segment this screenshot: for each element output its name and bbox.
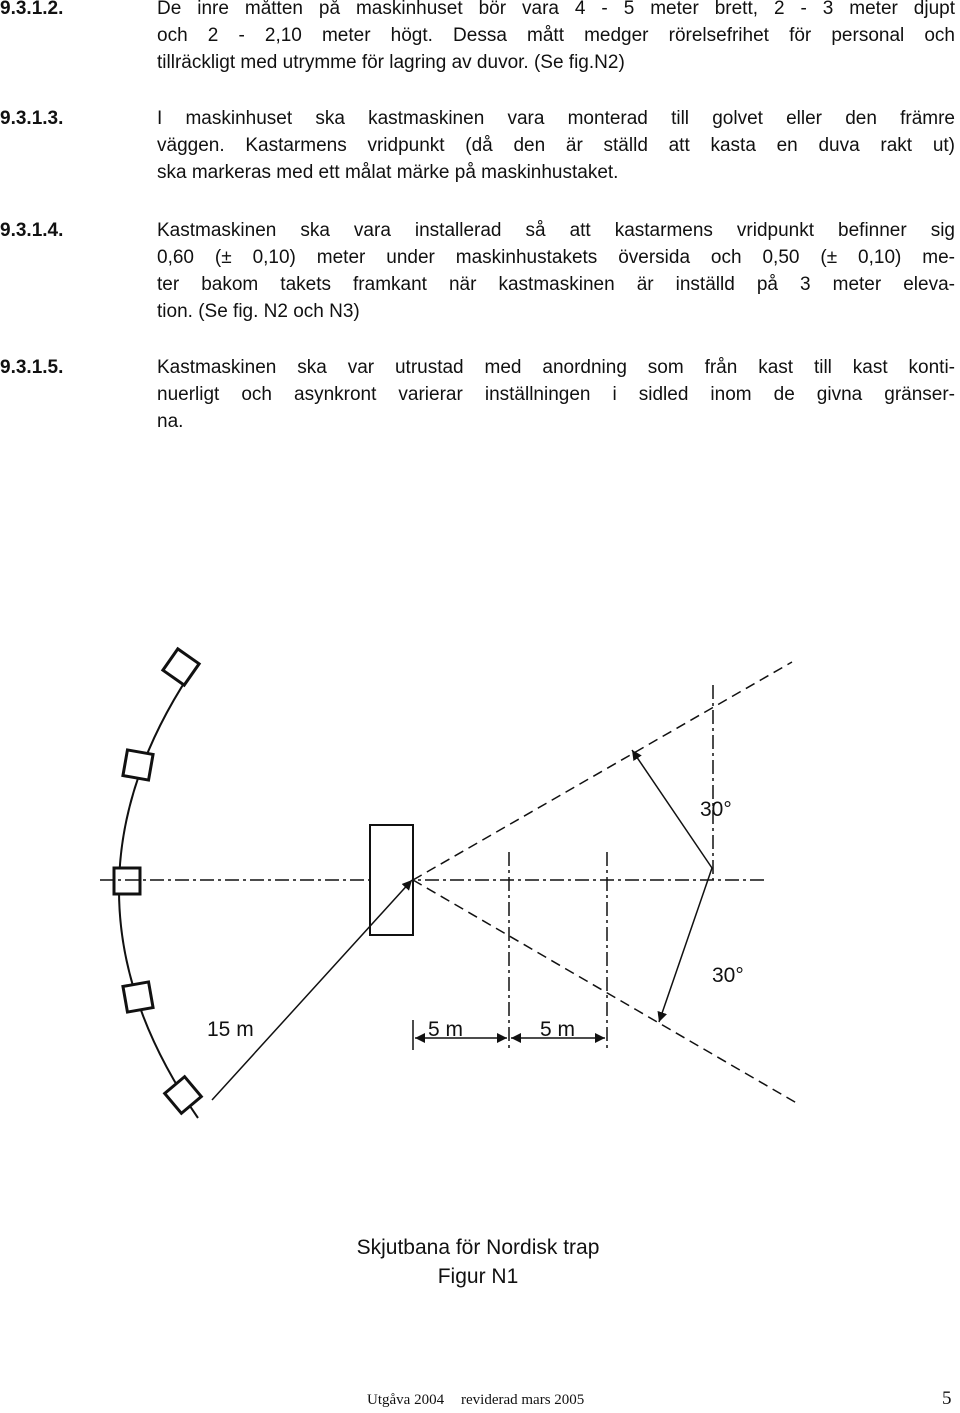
section-number: 9.3.1.4. xyxy=(0,220,64,241)
text-line: tillräckligt med utrymme för lagring av duvor. (Se fig.N2) xyxy=(157,52,625,73)
figure-caption-title: Skjutbana för Nordisk trap xyxy=(356,1236,600,1259)
trap-range-diagram xyxy=(0,600,960,1220)
station-3 xyxy=(114,868,140,894)
angle-label-top: 30° xyxy=(700,798,732,821)
text-line: väggen. Kastarmens vridpunkt (då den är ställd att kasta en duva rakt ut) xyxy=(157,135,955,156)
text-line: ter bakom takets framkant när kastmaskinen är inställd på 3 meter eleva- xyxy=(157,274,955,295)
dashed-line-up xyxy=(413,662,792,880)
text-line: och 2 - 2,10 meter högt. Dessa mått medger rörelsefrihet för personal och xyxy=(157,25,955,46)
section-text xyxy=(157,217,955,325)
footer-revised: reviderad mars 2005 xyxy=(461,1392,585,1408)
text-line: Kastmaskinen ska vara installerad så att kastarmens vridpunkt befinner sig xyxy=(157,220,955,241)
shooting-line xyxy=(212,880,412,1100)
text-line: tion. (Se fig. N2 och N3) xyxy=(157,301,360,322)
text-line: I maskinhuset ska kastmaskinen vara monterad till golvet eller den främre xyxy=(157,108,955,129)
section-text xyxy=(157,354,955,435)
station-4 xyxy=(123,982,153,1012)
page-number: 5 xyxy=(942,1388,952,1409)
perp-arrow-down xyxy=(659,868,712,1022)
text-line: nuerligt och asynkront varierar inställningen i sidled inom de givna gränser- xyxy=(157,384,955,405)
text-line: De inre måtten på maskinhuset bör vara 4 - 5 meter brett, 2 - 3 meter djupt xyxy=(157,0,955,19)
section-number: 9.3.1.5. xyxy=(0,357,64,378)
section-text xyxy=(157,0,955,76)
text-line: na. xyxy=(157,411,184,432)
text-line: Kastmaskinen ska var utrustad med anordning som från kast till kast konti- xyxy=(157,357,955,378)
text-line: ska markeras med ett målat märke på maskinhustaket. xyxy=(157,162,619,183)
angle-label-bottom: 30° xyxy=(712,964,744,987)
section-number: 9.3.1.2. xyxy=(0,0,64,19)
section-text xyxy=(157,105,955,186)
station-2 xyxy=(123,750,153,780)
station-5 xyxy=(165,1077,202,1114)
footer-edition: Utgåva 2004 xyxy=(367,1392,445,1408)
figure-caption-label: Figur N1 xyxy=(437,1265,519,1288)
distance-label-5m-1: 5 m xyxy=(428,1018,464,1041)
station-1 xyxy=(163,649,199,685)
text-line: 0,60 (± 0,10) meter under maskinhustakets översida och 0,50 (± 0,10) me- xyxy=(157,247,955,268)
section-number: 9.3.1.3. xyxy=(0,108,64,129)
distance-label-5m-2: 5 m xyxy=(540,1018,576,1041)
distance-label-15m: 15 m xyxy=(207,1018,254,1041)
